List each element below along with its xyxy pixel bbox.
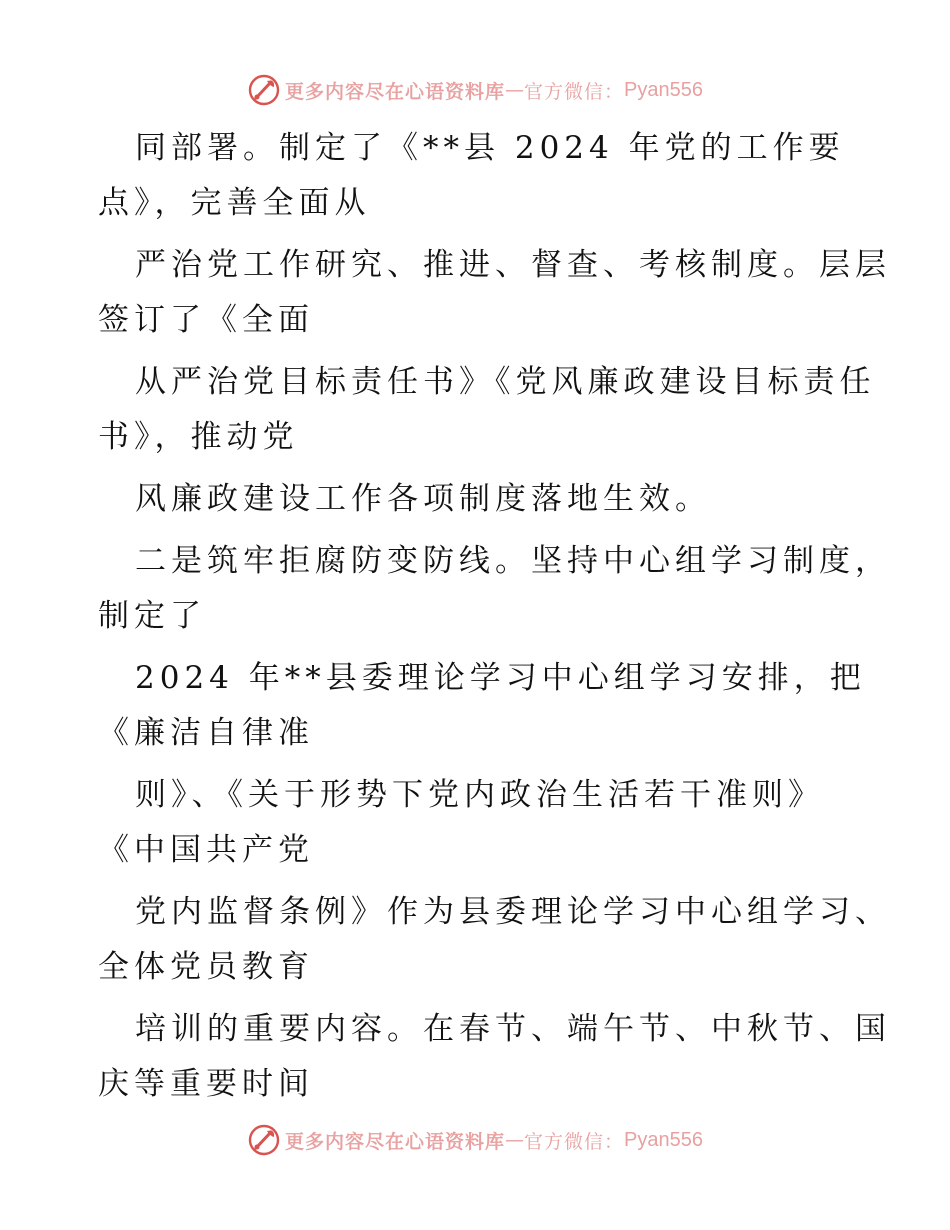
body-line: 2024 年**县委理论学习中心组学习安排，把: [135, 660, 866, 696]
body-line: 则》、《关于形势下党内政治生活若干准则》: [135, 777, 824, 813]
body-line: 点》，完善全面从: [98, 185, 371, 221]
watermark-wechat-label: 官方微信：: [524, 80, 625, 103]
watermark-text: 更多内容尽在心语资料库: [285, 80, 506, 103]
watermark-wechat-id: Pyan556: [624, 78, 703, 101]
body-line: 《中国共产党: [98, 832, 314, 868]
body-line: 制定了: [98, 598, 206, 634]
body-line: 党内监督条例》作为县委理论学习中心组学习、: [135, 894, 891, 930]
body-line: 全体党员教育: [98, 949, 314, 985]
body-line: 《廉洁自律准: [98, 715, 314, 751]
body-line: 培训的重要内容。在春节、端午节、中秋节、国: [135, 1011, 891, 1047]
footer-watermark: [0, 1120, 950, 1160]
body-line: 风廉政建设工作各项制度落地生效。: [135, 481, 711, 517]
quill-seal-icon: [247, 1123, 281, 1157]
watermark-dash: —: [505, 79, 525, 101]
watermark-wechat-id: Pyan556: [624, 1128, 703, 1151]
watermark-wechat-label: 官方微信：: [524, 1130, 625, 1153]
watermark-dash: —: [505, 1129, 525, 1151]
quill-seal-icon: [247, 73, 281, 107]
body-line: 签订了《全面: [98, 302, 314, 338]
body-line: 庆等重要时间: [98, 1066, 314, 1102]
header-watermark: [0, 70, 950, 110]
body-line: 二是筑牢拒腐防变防线。坚持中心组学习制度，: [135, 543, 891, 579]
body-line: 书》，推动党: [98, 419, 299, 455]
body-line: 严治党工作研究、推进、督查、考核制度。层层: [135, 247, 891, 283]
body-line: 同部署。制定了《**县 2024 年党的工作要: [135, 130, 845, 166]
watermark-text: 更多内容尽在心语资料库: [285, 1130, 506, 1153]
body-line: 从严治党目标责任书》《党风廉政建设目标责任: [135, 364, 876, 400]
